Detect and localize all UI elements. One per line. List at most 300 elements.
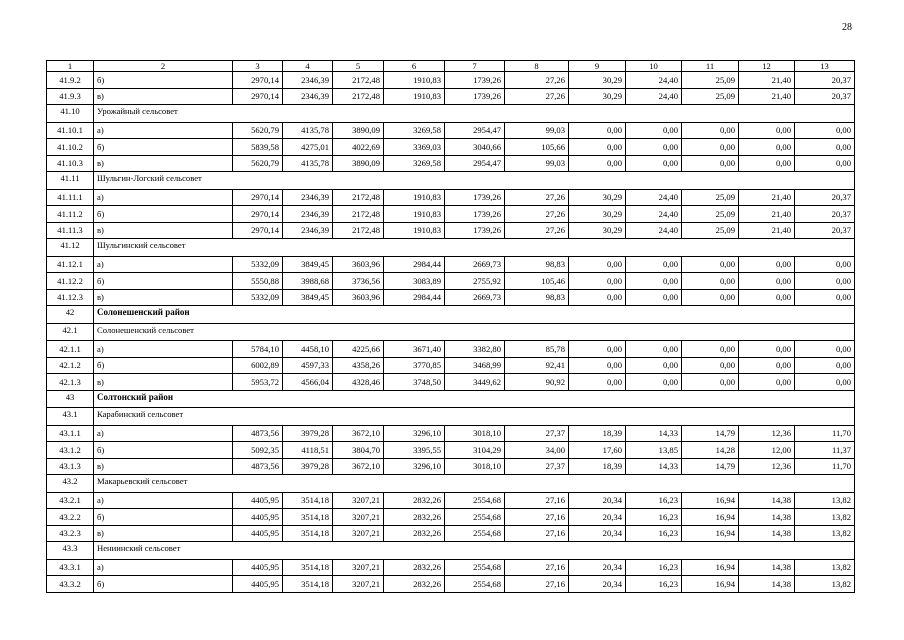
value-cell: 14,28 — [682, 442, 739, 459]
region-row — [47, 306, 855, 324]
value-cell: 0,00 — [626, 256, 682, 273]
value-cell: 20,34 — [569, 492, 626, 509]
value-cell: 105,46 — [505, 273, 569, 290]
value-cell: 0,00 — [739, 273, 795, 290]
value-cell: 2554,68 — [445, 576, 505, 593]
region-code: 42 — [47, 306, 94, 324]
settlement-code: 43.1 — [47, 408, 94, 426]
value-cell: 4275,01 — [283, 139, 333, 156]
value-cell: 98,83 — [505, 256, 569, 273]
value-cell: 24,40 — [626, 206, 682, 223]
value-cell: 3890,09 — [333, 155, 384, 172]
table-row — [47, 458, 855, 475]
value-cell: 1910,83 — [384, 72, 445, 89]
column-header: 2 — [94, 61, 233, 72]
value-cell: 0,00 — [739, 122, 795, 139]
column-header: 4 — [283, 61, 333, 72]
value-cell: 3672,10 — [333, 458, 384, 475]
value-cell: 2346,39 — [283, 206, 333, 223]
value-cell: 3736,56 — [333, 273, 384, 290]
row-code: 41.11.2 — [47, 206, 94, 223]
table-header-row — [47, 61, 855, 72]
value-cell: 2669,73 — [445, 289, 505, 306]
value-cell: 3083,89 — [384, 273, 445, 290]
value-cell: 4022,69 — [333, 139, 384, 156]
value-cell: 27,16 — [505, 492, 569, 509]
value-cell: 16,23 — [626, 509, 682, 526]
value-cell: 13,85 — [626, 442, 682, 459]
value-cell: 5784,10 — [233, 341, 283, 358]
value-cell: 3296,10 — [384, 425, 445, 442]
row-label: б) — [94, 139, 233, 156]
value-cell: 27,37 — [505, 458, 569, 475]
value-cell: 0,00 — [569, 122, 626, 139]
value-cell: 3890,09 — [333, 122, 384, 139]
value-cell: 5092,35 — [233, 442, 283, 459]
value-cell: 2954,47 — [445, 122, 505, 139]
value-cell: 0,00 — [569, 357, 626, 374]
value-cell: 16,94 — [682, 525, 739, 542]
settlement-code: 41.12 — [47, 239, 94, 257]
value-cell: 0,00 — [739, 155, 795, 172]
value-cell: 0,00 — [569, 289, 626, 306]
value-cell: 27,16 — [505, 559, 569, 576]
value-cell: 105,66 — [505, 139, 569, 156]
row-code: 43.3.2 — [47, 576, 94, 593]
value-cell: 2554,68 — [445, 525, 505, 542]
table-row — [47, 155, 855, 172]
value-cell: 3207,21 — [333, 525, 384, 542]
value-cell: 20,34 — [569, 509, 626, 526]
column-header: 5 — [333, 61, 384, 72]
value-cell: 13,82 — [795, 525, 855, 542]
row-code: 41.11.3 — [47, 222, 94, 239]
value-cell: 5550,88 — [233, 273, 283, 290]
value-cell: 2832,26 — [384, 525, 445, 542]
value-cell: 27,37 — [505, 425, 569, 442]
value-cell: 25,09 — [682, 72, 739, 89]
row-label: а) — [94, 425, 233, 442]
value-cell: 2970,14 — [233, 189, 283, 206]
region-code: 43 — [47, 390, 94, 408]
value-cell: 21,40 — [739, 222, 795, 239]
value-cell: 11,70 — [795, 458, 855, 475]
table-row — [47, 374, 855, 391]
value-cell: 14,38 — [739, 559, 795, 576]
row-code: 41.10.3 — [47, 155, 94, 172]
value-cell: 2172,48 — [333, 72, 384, 89]
value-cell: 3603,96 — [333, 256, 384, 273]
value-cell: 1910,83 — [384, 206, 445, 223]
value-cell: 4118,51 — [283, 442, 333, 459]
row-label: б) — [94, 273, 233, 290]
value-cell: 0,00 — [795, 289, 855, 306]
table-row — [47, 341, 855, 358]
value-cell: 16,94 — [682, 559, 739, 576]
column-header: 6 — [384, 61, 445, 72]
value-cell: 14,38 — [739, 576, 795, 593]
value-cell: 13,82 — [795, 492, 855, 509]
value-cell: 4405,95 — [233, 509, 283, 526]
value-cell: 30,29 — [569, 206, 626, 223]
value-cell: 24,40 — [626, 72, 682, 89]
table-row — [47, 88, 855, 105]
value-cell: 20,37 — [795, 72, 855, 89]
settlement-code: 43.2 — [47, 475, 94, 493]
value-cell: 90,92 — [505, 374, 569, 391]
value-cell: 85,78 — [505, 341, 569, 358]
value-cell: 3104,29 — [445, 442, 505, 459]
value-cell: 0,00 — [739, 289, 795, 306]
value-cell: 24,40 — [626, 88, 682, 105]
value-cell: 3269,58 — [384, 155, 445, 172]
table-row — [47, 139, 855, 156]
value-cell: 2172,48 — [333, 189, 384, 206]
value-cell: 2554,68 — [445, 509, 505, 526]
value-cell: 0,00 — [795, 256, 855, 273]
value-cell: 34,00 — [505, 442, 569, 459]
table-row — [47, 425, 855, 442]
value-cell: 0,00 — [626, 374, 682, 391]
value-cell: 0,00 — [682, 256, 739, 273]
page-number: 28 — [842, 22, 852, 33]
value-cell: 0,00 — [795, 273, 855, 290]
row-code: 41.12.1 — [47, 256, 94, 273]
value-cell: 0,00 — [569, 155, 626, 172]
value-cell: 2832,26 — [384, 492, 445, 509]
row-label: а) — [94, 341, 233, 358]
value-cell: 13,82 — [795, 559, 855, 576]
value-cell: 3449,62 — [445, 374, 505, 391]
column-header: 7 — [445, 61, 505, 72]
column-header: 9 — [569, 61, 626, 72]
table-row — [47, 576, 855, 593]
row-label: в) — [94, 458, 233, 475]
value-cell: 0,00 — [682, 341, 739, 358]
value-cell: 0,00 — [682, 374, 739, 391]
region-title: Солонешенский район — [94, 306, 855, 324]
value-cell: 3603,96 — [333, 289, 384, 306]
value-cell: 2984,44 — [384, 289, 445, 306]
row-code: 43.2.3 — [47, 525, 94, 542]
row-label: б) — [94, 509, 233, 526]
value-cell: 13,82 — [795, 509, 855, 526]
value-cell: 12,00 — [739, 442, 795, 459]
value-cell: 25,09 — [682, 222, 739, 239]
tariff-table — [46, 60, 855, 593]
value-cell: 1739,26 — [445, 189, 505, 206]
value-cell: 30,29 — [569, 189, 626, 206]
value-cell: 27,26 — [505, 88, 569, 105]
value-cell: 3748,50 — [384, 374, 445, 391]
value-cell: 0,00 — [626, 122, 682, 139]
row-code: 41.10.1 — [47, 122, 94, 139]
table-row — [47, 559, 855, 576]
value-cell: 6002,89 — [233, 357, 283, 374]
value-cell: 5620,79 — [233, 122, 283, 139]
value-cell: 20,37 — [795, 222, 855, 239]
row-label: в) — [94, 525, 233, 542]
value-cell: 20,37 — [795, 189, 855, 206]
row-label: а) — [94, 492, 233, 509]
value-cell: 3849,45 — [283, 256, 333, 273]
value-cell: 0,00 — [682, 273, 739, 290]
value-cell: 30,29 — [569, 72, 626, 89]
value-cell: 0,00 — [682, 155, 739, 172]
row-code: 41.11.1 — [47, 189, 94, 206]
value-cell: 4566,04 — [283, 374, 333, 391]
value-cell: 3514,18 — [283, 576, 333, 593]
value-cell: 0,00 — [795, 341, 855, 358]
value-cell: 3018,10 — [445, 425, 505, 442]
region-row — [47, 390, 855, 408]
value-cell: 30,29 — [569, 222, 626, 239]
value-cell: 27,26 — [505, 72, 569, 89]
value-cell: 2970,14 — [233, 206, 283, 223]
row-code: 43.2.1 — [47, 492, 94, 509]
value-cell: 5332,09 — [233, 289, 283, 306]
value-cell: 4597,33 — [283, 357, 333, 374]
value-cell: 16,94 — [682, 576, 739, 593]
value-cell: 2832,26 — [384, 509, 445, 526]
row-code: 43.2.2 — [47, 509, 94, 526]
value-cell: 20,34 — [569, 525, 626, 542]
row-code: 43.3.1 — [47, 559, 94, 576]
value-cell: 0,00 — [626, 273, 682, 290]
value-cell: 3514,18 — [283, 525, 333, 542]
row-code: 41.9.3 — [47, 88, 94, 105]
table-row — [47, 206, 855, 223]
value-cell: 3671,40 — [384, 341, 445, 358]
table-row — [47, 357, 855, 374]
value-cell: 16,23 — [626, 576, 682, 593]
settlement-row — [47, 323, 855, 341]
settlement-title: Шульгинский сельсовет — [94, 239, 855, 257]
settlement-title: Солонешенский сельсовет — [94, 323, 855, 341]
value-cell: 0,00 — [739, 139, 795, 156]
value-cell: 5620,79 — [233, 155, 283, 172]
value-cell: 5839,58 — [233, 139, 283, 156]
value-cell: 14,38 — [739, 509, 795, 526]
value-cell: 24,40 — [626, 222, 682, 239]
value-cell: 27,16 — [505, 576, 569, 593]
value-cell: 2669,73 — [445, 256, 505, 273]
value-cell: 0,00 — [682, 139, 739, 156]
row-label: б) — [94, 206, 233, 223]
settlement-row — [47, 475, 855, 493]
value-cell: 0,00 — [795, 357, 855, 374]
value-cell: 4135,78 — [283, 122, 333, 139]
settlement-title: Карабинский сельсовет — [94, 408, 855, 426]
value-cell: 0,00 — [739, 341, 795, 358]
value-cell: 13,82 — [795, 576, 855, 593]
value-cell: 2346,39 — [283, 189, 333, 206]
value-cell: 14,38 — [739, 525, 795, 542]
value-cell: 25,09 — [682, 206, 739, 223]
value-cell: 3207,21 — [333, 492, 384, 509]
value-cell: 0,00 — [569, 374, 626, 391]
value-cell: 20,37 — [795, 88, 855, 105]
value-cell: 3979,28 — [283, 458, 333, 475]
table-row — [47, 122, 855, 139]
value-cell: 4405,95 — [233, 559, 283, 576]
table-row — [47, 256, 855, 273]
value-cell: 2984,44 — [384, 256, 445, 273]
row-code: 41.9.2 — [47, 72, 94, 89]
value-cell: 3672,10 — [333, 425, 384, 442]
value-cell: 3804,70 — [333, 442, 384, 459]
settlement-code: 42.1 — [47, 323, 94, 341]
value-cell: 1910,83 — [384, 189, 445, 206]
column-header: 10 — [626, 61, 682, 72]
row-label: в) — [94, 289, 233, 306]
value-cell: 2172,48 — [333, 206, 384, 223]
value-cell: 4225,66 — [333, 341, 384, 358]
value-cell: 18,39 — [569, 458, 626, 475]
settlement-code: 41.10 — [47, 105, 94, 123]
row-code: 42.1.3 — [47, 374, 94, 391]
value-cell: 4405,95 — [233, 576, 283, 593]
row-label: в) — [94, 155, 233, 172]
row-code: 41.12.3 — [47, 289, 94, 306]
value-cell: 0,00 — [682, 357, 739, 374]
table-row — [47, 189, 855, 206]
value-cell: 4873,56 — [233, 425, 283, 442]
value-cell: 20,37 — [795, 206, 855, 223]
value-cell: 3770,85 — [384, 357, 445, 374]
value-cell: 14,33 — [626, 458, 682, 475]
column-header: 11 — [682, 61, 739, 72]
value-cell: 20,34 — [569, 576, 626, 593]
row-code: 41.10.2 — [47, 139, 94, 156]
settlement-title: Шульгин-Логский сельсовет — [94, 172, 855, 190]
value-cell: 21,40 — [739, 88, 795, 105]
column-header: 1 — [47, 61, 94, 72]
value-cell: 4358,26 — [333, 357, 384, 374]
value-cell: 24,40 — [626, 189, 682, 206]
value-cell: 4873,56 — [233, 458, 283, 475]
value-cell: 0,00 — [569, 256, 626, 273]
row-label: а) — [94, 189, 233, 206]
row-code: 43.1.1 — [47, 425, 94, 442]
row-label: в) — [94, 374, 233, 391]
row-label: в) — [94, 222, 233, 239]
row-code: 42.1.1 — [47, 341, 94, 358]
row-label: б) — [94, 357, 233, 374]
row-label: в) — [94, 88, 233, 105]
value-cell: 2832,26 — [384, 576, 445, 593]
value-cell: 0,00 — [739, 357, 795, 374]
column-header: 8 — [505, 61, 569, 72]
settlement-row — [47, 172, 855, 190]
value-cell: 2554,68 — [445, 559, 505, 576]
value-cell: 0,00 — [626, 357, 682, 374]
value-cell: 2970,14 — [233, 222, 283, 239]
value-cell: 2346,39 — [283, 72, 333, 89]
value-cell: 2755,92 — [445, 273, 505, 290]
value-cell: 0,00 — [682, 289, 739, 306]
value-cell: 1739,26 — [445, 222, 505, 239]
settlement-code: 41.11 — [47, 172, 94, 190]
value-cell: 2832,26 — [384, 559, 445, 576]
column-header: 13 — [795, 61, 855, 72]
value-cell: 0,00 — [569, 139, 626, 156]
settlement-row — [47, 239, 855, 257]
row-code: 43.1.2 — [47, 442, 94, 459]
value-cell: 0,00 — [626, 139, 682, 156]
value-cell: 0,00 — [626, 155, 682, 172]
value-cell: 3207,21 — [333, 576, 384, 593]
value-cell: 3395,55 — [384, 442, 445, 459]
settlement-row — [47, 105, 855, 123]
value-cell: 16,94 — [682, 492, 739, 509]
value-cell: 5332,09 — [233, 256, 283, 273]
value-cell: 3849,45 — [283, 289, 333, 306]
value-cell: 0,00 — [795, 155, 855, 172]
value-cell: 2970,14 — [233, 72, 283, 89]
value-cell: 3514,18 — [283, 509, 333, 526]
value-cell: 0,00 — [569, 341, 626, 358]
value-cell: 4135,78 — [283, 155, 333, 172]
table-row — [47, 525, 855, 542]
value-cell: 27,26 — [505, 189, 569, 206]
value-cell: 3988,68 — [283, 273, 333, 290]
value-cell: 11,70 — [795, 425, 855, 442]
value-cell: 4405,95 — [233, 525, 283, 542]
value-cell: 2554,68 — [445, 492, 505, 509]
value-cell: 17,60 — [569, 442, 626, 459]
table-row — [47, 222, 855, 239]
value-cell: 4458,10 — [283, 341, 333, 358]
value-cell: 0,00 — [626, 289, 682, 306]
table-row — [47, 442, 855, 459]
value-cell: 92,41 — [505, 357, 569, 374]
value-cell: 0,00 — [739, 374, 795, 391]
value-cell: 12,36 — [739, 425, 795, 442]
value-cell: 3040,66 — [445, 139, 505, 156]
row-code: 41.12.2 — [47, 273, 94, 290]
settlement-row — [47, 408, 855, 426]
value-cell: 21,40 — [739, 206, 795, 223]
value-cell: 0,00 — [795, 139, 855, 156]
value-cell: 16,23 — [626, 525, 682, 542]
value-cell: 1739,26 — [445, 72, 505, 89]
value-cell: 16,23 — [626, 492, 682, 509]
value-cell: 18,39 — [569, 425, 626, 442]
value-cell: 27,16 — [505, 525, 569, 542]
value-cell: 1910,83 — [384, 88, 445, 105]
region-title: Солтонский район — [94, 390, 855, 408]
value-cell: 2970,14 — [233, 88, 283, 105]
settlement-code: 43.3 — [47, 542, 94, 560]
value-cell: 3514,18 — [283, 559, 333, 576]
row-label: б) — [94, 442, 233, 459]
value-cell: 27,26 — [505, 206, 569, 223]
table-row — [47, 492, 855, 509]
row-label: б) — [94, 576, 233, 593]
value-cell: 3296,10 — [384, 458, 445, 475]
value-cell: 27,26 — [505, 222, 569, 239]
settlement-title: Макарьевский сельсовет — [94, 475, 855, 493]
value-cell: 14,79 — [682, 458, 739, 475]
value-cell: 1739,26 — [445, 206, 505, 223]
settlement-title: Урожайный сельсовет — [94, 105, 855, 123]
value-cell: 14,33 — [626, 425, 682, 442]
value-cell: 4328,46 — [333, 374, 384, 391]
value-cell: 14,38 — [739, 492, 795, 509]
row-code: 43.1.3 — [47, 458, 94, 475]
value-cell: 0,00 — [569, 273, 626, 290]
